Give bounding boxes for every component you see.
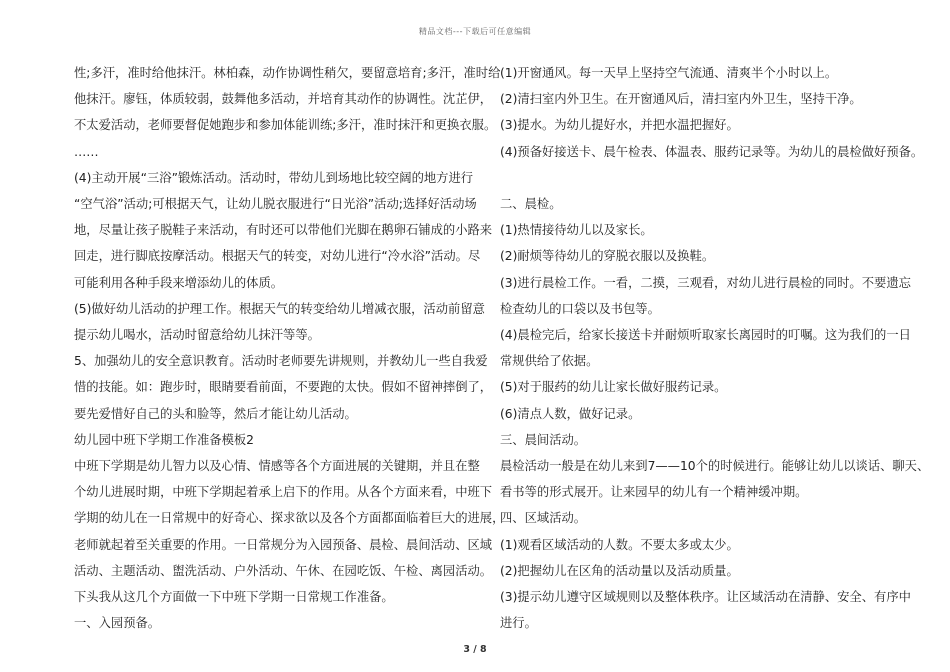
text-line: 可能利用各种手段来增添幼儿的体质。 — [74, 275, 284, 290]
text-line: 性;多汗，准时给他抹汗。林柏森，动作协调性稍欠，要留意培育;多汗，准时给 — [74, 66, 501, 80]
text-line: 三、晨间活动。 — [500, 432, 587, 447]
left-text-column — [74, 60, 505, 636]
text-line: 地，尽量让孩子脱鞋子来活动，有时还可以带他们光脚在鹅卵石铺成的小路来 — [74, 223, 493, 238]
text-line: 看书等的形式展开。让来园早的幼儿有一个精神缓冲期。 — [500, 485, 808, 500]
text-line: 检查幼儿的口袋以及书包等。 — [500, 301, 660, 316]
text-line: (4)主动开展“三浴”锻炼活动。活动时，带幼儿到场地比较空阔的地方进行 — [74, 170, 474, 185]
text-line: 回走，进行脚底按摩活动。根据天气的转变，对幼儿进行“冷水浴”活动。尽 — [74, 249, 481, 264]
text-line: 学期的幼儿在一日常规中的好奇心、探求欲以及各个方面都面临着巨大的进展， — [74, 511, 505, 526]
text-line: (3)提示幼儿遵守区域规则以及整体秩序。让区域活动在清静、安全、有序中 — [500, 590, 911, 605]
text-line: 中班下学期是幼儿智力以及心情、情感等各个方面进展的关键期，并且在整 — [74, 459, 480, 474]
text-line: 提示幼儿喝水，活动时留意给幼儿抹汗等等。 — [74, 328, 320, 343]
text-line: 惜的技能。如：跑步时，眼睛要看前面，不要跑的太快。假如不留神摔倒了， — [74, 380, 493, 395]
text-line: …… — [74, 144, 99, 159]
text-line: (1)观看区域活动的人数。不要太多或太少。 — [500, 537, 739, 552]
text-line: 不太爱活动，老师要督促她跑步和参加体能训练;多汗，准时抹汗和更换衣服。 — [74, 118, 497, 133]
text-line: 常规供给了依据。 — [500, 354, 599, 369]
text-line: (1)热情接待幼儿以及家长。 — [500, 223, 653, 238]
text-line: 进行。 — [500, 616, 537, 631]
text-line: 一、入园预备。 — [74, 616, 161, 631]
text-line: (5)做好幼儿活动的护理工作。根据天气的转变给幼儿增减衣服，活动前留意 — [74, 301, 485, 316]
text-line: (5)对于服药的幼儿让家长做好服药记录。 — [500, 380, 727, 395]
text-line: 个幼儿进展时期，中班下学期起着承上启下的作用。从各个方面来看，中班下 — [74, 485, 493, 500]
text-line: 晨检活动一般是在幼儿来到7——10个的时候进行。能够让幼儿以谈话、聊天、 — [500, 459, 930, 474]
text-line: 老师就起着至关重要的作用。一日常规分为入园预备、晨检、晨间活动、区域 — [74, 537, 493, 552]
text-line: 下头我从这几个方面做一下中班下学期一日常规工作准备。 — [74, 590, 394, 605]
text-line: (4)晨检完后，给家长接送卡并耐烦听取家长离园时的叮嘱。这为我们的一日 — [500, 328, 911, 343]
text-line: (2)把握幼儿在区角的活动量以及活动质量。 — [500, 563, 739, 578]
text-line: (3)提水。为幼儿提好水，并把水温把握好。 — [500, 118, 739, 133]
right-text-column — [500, 60, 930, 636]
text-line: (4)预备好接送卡、晨午检表、体温表、服药记录等。为幼儿的晨检做好预备。 — [500, 144, 924, 159]
text-line: 要先爱惜好自己的头和脸等，然后才能让幼儿活动。 — [74, 406, 357, 421]
text-line: (2)清扫室内外卫生。在开窗通风后，清扫室内外卫生，坚持干净。 — [500, 92, 862, 107]
text-line: (3)进行晨检工作。一看，二摸，三观看，对幼儿进行晨检的同时。不要遗忘 — [500, 275, 911, 290]
text-line: 二、晨检。 — [500, 197, 562, 211]
text-line: (6)清点人数，做好记录。 — [500, 406, 641, 421]
page-header: 精品文档---下载后可任意编辑 — [418, 27, 532, 36]
section-title: 幼儿园中班下学期工作准备模板2 — [74, 432, 254, 447]
text-line: (2)耐烦等待幼儿的穿脱衣服以及换鞋。 — [500, 249, 715, 264]
text-line: (1)开窗通风。每一天早上坚持空气流通、清爽半个小时以上。 — [500, 66, 838, 80]
text-line: 四、区域活动。 — [500, 511, 587, 526]
text-line: 他抹汗。廖钰，体质较弱，鼓舞他多活动，并培育其动作的协调性。沈芷伊， — [74, 92, 493, 107]
text-line: 活动、主题活动、盥洗活动、户外活动、午休、在园吃饭、午检、离园活动。 — [74, 563, 493, 578]
blank-line — [500, 165, 888, 191]
text-line: “空气浴”活动;可根据天气，让幼儿脱衣服进行“日光浴”活动;选择好活动场 — [74, 197, 477, 212]
page-indicator: 3 / 8 — [463, 644, 487, 655]
text-line: 5、加强幼儿的安全意识教育。活动时老师要先讲规则，并教幼儿一些自我爱 — [74, 354, 488, 369]
